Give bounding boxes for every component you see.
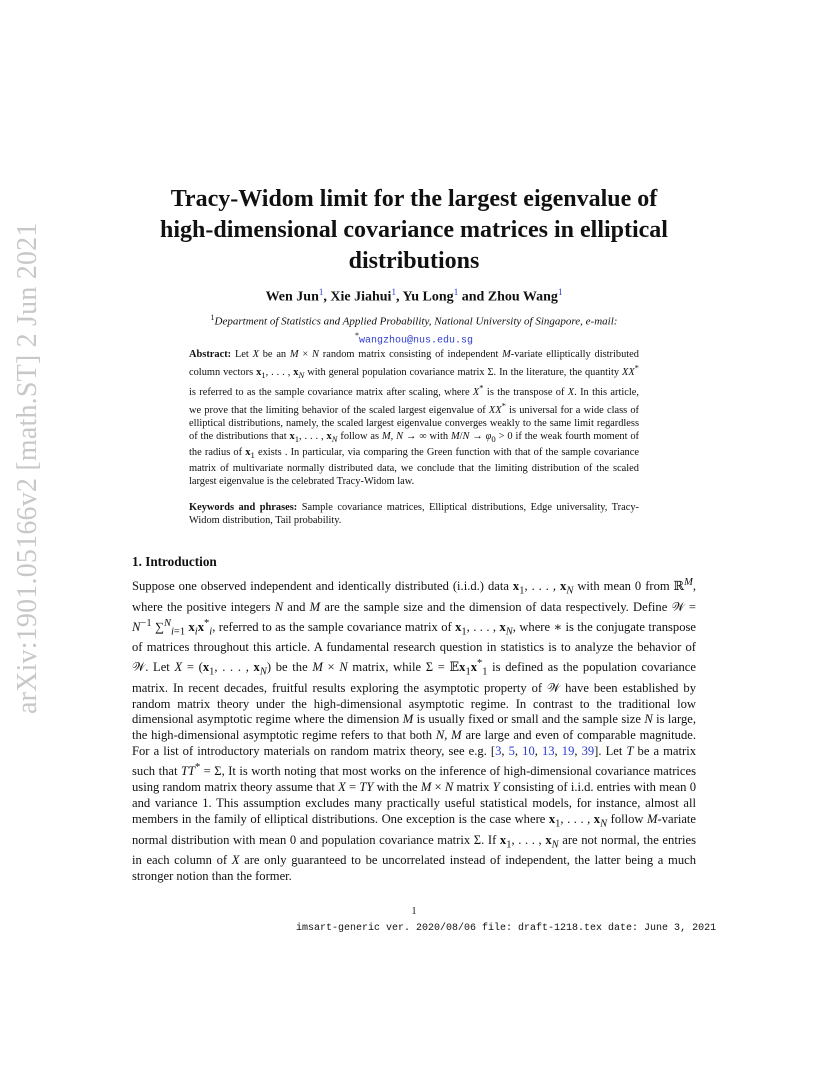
- title-line: Tracy-Widom limit for the largest eigenvalue of: [170, 186, 658, 212]
- author-list: [110, 287, 718, 306]
- author-name: Wen Jun: [265, 289, 319, 305]
- author-name: Xie Jiahui: [330, 289, 392, 305]
- abstract-text: Let X be an M × N random matrix consisting of independent M-variate elliptically distributed column vectors $x_1$, . . . , $x_N$ with general population covariance matrix Σ. In the literature, the quantity XX* is referred to as the sample covariance matrix after scaling, where X* is the transpose of X. In this article, we prove that the limiting behavior of the scaled largest eigenvalue of XX* is universal for a wide class of elliptical distributions, namely, the scaled largest eigenvalue converges weakly to the same limit regardless of the distributions that $x_1$, . . . , $x_N$ follow as M, N → ∞ with $M/N \to \varphi_0 > 0$ if the weak fourth moment of the radius of $x_1$ exists . In particular, via comparing the Green function with that of the sample covariance matrix of multivariate normally distributed data, we conclude that the limiting distribution of the scaled largest eigenvalue is the celebrated Tracy-Widom law.: [189, 349, 640, 488]
- introduction-paragraph: Suppose one observed independent and identically distributed (i.i.d.) data $x_1$, . . . , $x_N$ with mean 0 from ℝ$^M$, where the positive integers N and M are the sample size and the dimension of data respectively. Define 𝒲 = $N^{-1}$ ∑$^N_{i=1}$ $x_ix^*_i$, referred to as the sample covariance matrix of $x_1$, . . . , $x_N$, where ∗ is the conjugate transpose of matrices throughout this article. A fundamental research question in statistics is to analyze the behavior of 𝒲. Let $X = (x_1$, . . . , $x_N$) be the M × N matrix, while $\Sigma = 𝔼x_1x^*_1$ is defined as the population covariance matrix. In recent decades, fruitful results exploring the asymptotic property of 𝒲 have been established by random matrix theory under the high-dimensional asymptotic regime. In contrast to the traditional low dimensional asymptotic regime where the dimension M is usually fixed or small and the sample size N is large, the high-dimensional asymptotic regime refers to that both N, M are large and even of comparable magnitude. For a list of introductory materials on random matrix theory, see e.g. [3, 5, 10, 13, 19, 39]. Let T be a matrix such that TT* = Σ, It is worth noting that most works on the inference of high-dimensional covariance matrices using random matrix theory assume that X = TY with the M × N matrix Y consisting of i.i.d. entries with mean 0 and variance 1. This assumption excludes many practically useful statistical models, for instance, almost all members in the family of elliptical distributions. One exception is the case where $x_1$, . . . , $x_N$ follow M-variate normal distribution with mean 0 and population covariance matrix Σ. If $x_1$, . . . , $x_N$ are not normal, the entries in each column of X are only guaranteed to be uncorrelated instead of independent, the latter being a much stronger notion than the former.: [132, 577, 697, 883]
- section-heading: [132, 554, 217, 570]
- author-separator: ,: [323, 289, 331, 305]
- footer-info: imsart-generic ver. 2020/08/06 file: draft-1218.tex date: June 3, 2021: [296, 923, 717, 934]
- keywords-label: Keywords and phrases:: [189, 502, 298, 513]
- author-separator: and: [458, 289, 488, 305]
- keywords-text: Sample covariance matrices, Elliptical distributions, Edge universality, Tracy-Widom distribution, Tail probability.: [189, 502, 639, 527]
- affiliation-number: 1: [210, 313, 215, 322]
- email-link[interactable]: wangzhou@nus.edu.sg: [358, 335, 474, 347]
- affiliation-text: Department of Statistics and Applied Probability, National University of Singapore, e-mail:: [214, 315, 618, 328]
- page-number: 1: [411, 906, 417, 917]
- author-name: Zhou Wang: [487, 289, 558, 305]
- affiliation: [160, 311, 668, 348]
- abstract: [189, 348, 639, 488]
- author-separator: ,: [395, 289, 403, 305]
- title-line: high-dimensional covariance matrices in elliptical: [160, 217, 668, 243]
- section-title: Introduction: [145, 554, 217, 569]
- arxiv-side-stamp[interactable]: arXiv:1901.05166v2 [math.ST] 2 Jun 2021: [12, 222, 43, 714]
- paper-title: [110, 184, 718, 277]
- abstract-label: Abstract:: [189, 349, 232, 360]
- affiliation-mark[interactable]: 1: [318, 287, 324, 297]
- keywords: [189, 501, 639, 527]
- affiliation-mark[interactable]: 1: [557, 287, 563, 297]
- title-line: distributions: [348, 248, 480, 274]
- affiliation-mark[interactable]: 1: [391, 287, 396, 297]
- section-number: 1.: [132, 554, 142, 569]
- email-mark: *: [354, 330, 359, 340]
- affiliation-mark[interactable]: 1: [453, 287, 459, 297]
- author-name: Yu Long: [402, 289, 454, 305]
